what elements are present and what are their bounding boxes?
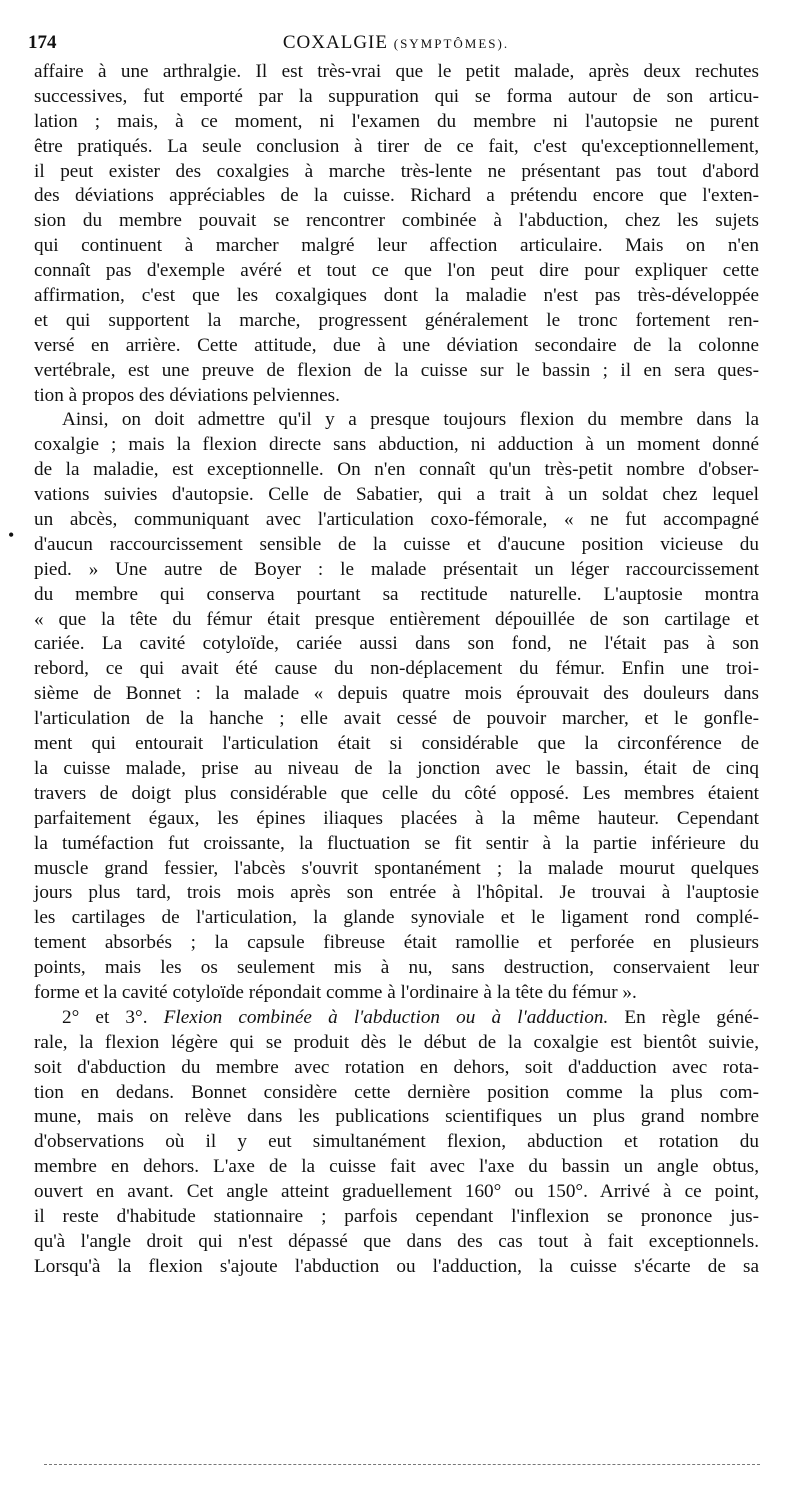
- text-line: un abcès, communiquant avec l'articulation coxo-fémorale, « ne fut accompagné: [34, 509, 759, 531]
- text-line: du membre qui conserva pourtant sa rectitude naturelle. L'auptosie montra: [34, 583, 759, 605]
- text-line: ouvert en avant. Cet angle atteint graduellement 160° ou 150°. Arrivé à ce point,: [34, 1181, 759, 1203]
- running-head: [28, 30, 764, 57]
- text-line: sion du membre pouvait se rencontrer combinée à l'abduction, chez les sujets: [34, 210, 759, 232]
- text-line: la tuméfaction fut croissante, la fluctuation se fit sentir à la partie inférieure du: [34, 832, 759, 854]
- text-line: être pratiqués. La seule conclusion à tirer de ce fait, c'est qu'exceptionnellement,: [34, 135, 759, 157]
- margin-dot: •: [8, 525, 15, 545]
- section-first-line-rest: En règle géné-: [624, 1006, 759, 1028]
- text-line: [34, 1006, 759, 1031]
- text-line: il peut exister des coxalgies à marche très-lente ne présentant pas tout d'abord: [34, 160, 759, 182]
- text-line: connaît pas d'exemple avéré et tout ce que l'on peut dire pour expliquer cette: [34, 260, 759, 282]
- text-line: d'aucun raccourcissement sensible de la cuisse et d'aucune position vicieuse du: [34, 533, 759, 555]
- text-line: mune, mais on relève dans les publications scientifiques un plus grand nombre: [34, 1106, 759, 1128]
- page-number: 174: [28, 32, 57, 53]
- text-line: cariée. La cavité cotyloïde, cariée aussi dans son fond, ne l'était pas à son: [34, 633, 759, 655]
- text-line: membre en dehors. L'axe de la cuisse fait avec l'axe du bassin un angle obtus,: [34, 1156, 759, 1178]
- text-line: ment qui entourait l'articulation était si considérable que la circonférence de: [34, 733, 759, 755]
- text-line: rale, la flexion légère qui se produit dès le début de la coxalgie est bientôt suivie,: [34, 1031, 759, 1053]
- text-line: tement absorbés ; la capsule fibreuse était ramollie et perforée en plusieurs: [34, 932, 759, 954]
- text-line: et qui supportent la marche, progressent généralement le tronc fortement ren-: [34, 309, 759, 331]
- text-line: il reste d'habitude stationnaire ; parfois cependant l'inflexion se prononce jus-: [34, 1205, 759, 1227]
- text-line: successives, fut emporté par la suppuration qui se forma autour de son articu-: [34, 85, 759, 107]
- text-line: tion à propos des déviations pelviennes.: [34, 384, 340, 406]
- text-line: versé en arrière. Cette attitude, due à une déviation secondaire de la colonne: [34, 334, 759, 356]
- text-line: lation ; mais, à ce moment, ni l'examen du membre ni l'autopsie ne purent: [34, 110, 759, 132]
- text-line: Lorsqu'à la flexion s'ajoute l'abduction ou l'adduction, la cuisse s'écarte de sa: [34, 1255, 759, 1277]
- section-number: 2° et 3°.: [62, 1006, 148, 1028]
- text-line: d'observations où il y eut simultanément flexion, abduction et rotation du: [34, 1131, 759, 1153]
- text-line: qu'à l'angle droit qui n'est dépassé que dans des cas tout à fait exceptionnels.: [34, 1230, 759, 1252]
- page-header: [28, 30, 764, 56]
- running-head-title: COXALGIE: [282, 32, 388, 53]
- text-line: vertébrale, est une preuve de flexion de la cuisse sur le bassin ; il en sera ques-: [34, 359, 759, 381]
- footer-rule: [44, 1464, 760, 1465]
- paragraph-continued: [34, 60, 759, 408]
- text-line: jours plus tard, trois mois après son entrée à l'hôpital. Je trouvai à l'auptosie: [34, 882, 759, 904]
- text-line: sième de Bonnet : la malade « depuis quatre mois éprouvait des douleurs dans: [34, 683, 759, 705]
- text-line: « que la tête du fémur était presque entièrement dépouillée de son cartilage et: [34, 608, 759, 630]
- text-line: vations suivies d'autopsie. Celle de Sabatier, qui a trait à un soldat chez lequel: [34, 484, 759, 506]
- text-line: tion en dedans. Bonnet considère cette dernière position comme la plus com-: [34, 1081, 759, 1103]
- text-line: parfaitement égaux, les épines iliaques placées à la même hauteur. Cependant: [34, 807, 759, 829]
- text-line: points, mais les os seulement mis à nu, sans destruction, conservaient leur: [34, 957, 759, 979]
- section-heading: Flexion combinée à l'abduction ou à l'adduction.: [163, 1006, 609, 1028]
- text-line: pied. » Une autre de Boyer : le malade présentait un léger raccourcissement: [34, 558, 759, 580]
- text-line: les cartilages de l'articulation, la glande synoviale et le ligament rond complé-: [34, 907, 759, 929]
- text-line: de la maladie, est exceptionnelle. On n'en connaît qu'un très-petit nombre d'obser-: [34, 459, 759, 481]
- text-line: la cuisse malade, prise au niveau de la jonction avec le bassin, était de cinq: [34, 757, 759, 779]
- text-line: soit d'abduction du membre avec rotation en dehors, soit d'adduction avec rota-: [34, 1056, 759, 1078]
- text-line: qui continuent à marcher malgré leur affection articulaire. Mais on n'en: [34, 235, 759, 257]
- text-line: affirmation, c'est que les coxalgiques dont la maladie n'est pas très-développée: [34, 285, 759, 307]
- paragraph-flexion-directe: [34, 408, 759, 1005]
- text-line: l'articulation de la hanche ; elle avait cessé de pouvoir marcher, et le gonfle-: [34, 708, 759, 730]
- text-line: muscle grand fessier, l'abcès s'ouvrit spontanément ; la malade mourut quelques: [34, 857, 759, 879]
- running-head-subtitle: (SYMPTÔMES).: [393, 36, 510, 51]
- text-line: Ainsi, on doit admettre qu'il y a presque toujours flexion du membre dans la: [62, 409, 759, 431]
- text-line: forme et la cavité cotyloïde répondait comme à l'ordinaire à la tête du fémur ».: [34, 981, 637, 1003]
- text-line: des déviations appréciables de la cuisse. Richard a prétendu encore que l'exten-: [34, 185, 759, 207]
- text-line: affaire à une arthralgie. Il est très-vrai que le petit malade, après deux rechutes: [34, 61, 759, 82]
- text-line: coxalgie ; mais la flexion directe sans abduction, ni adduction à un moment donné: [34, 434, 759, 456]
- text-line: travers de doigt plus considérable que celle du côté opposé. Les membres étaient: [34, 782, 759, 804]
- body-text: [34, 60, 759, 1280]
- paragraph-flexion-combinee: [34, 1006, 759, 1280]
- text-line: rebord, ce qui avait été cause du non-déplacement du fémur. Enfin une troi-: [34, 658, 759, 680]
